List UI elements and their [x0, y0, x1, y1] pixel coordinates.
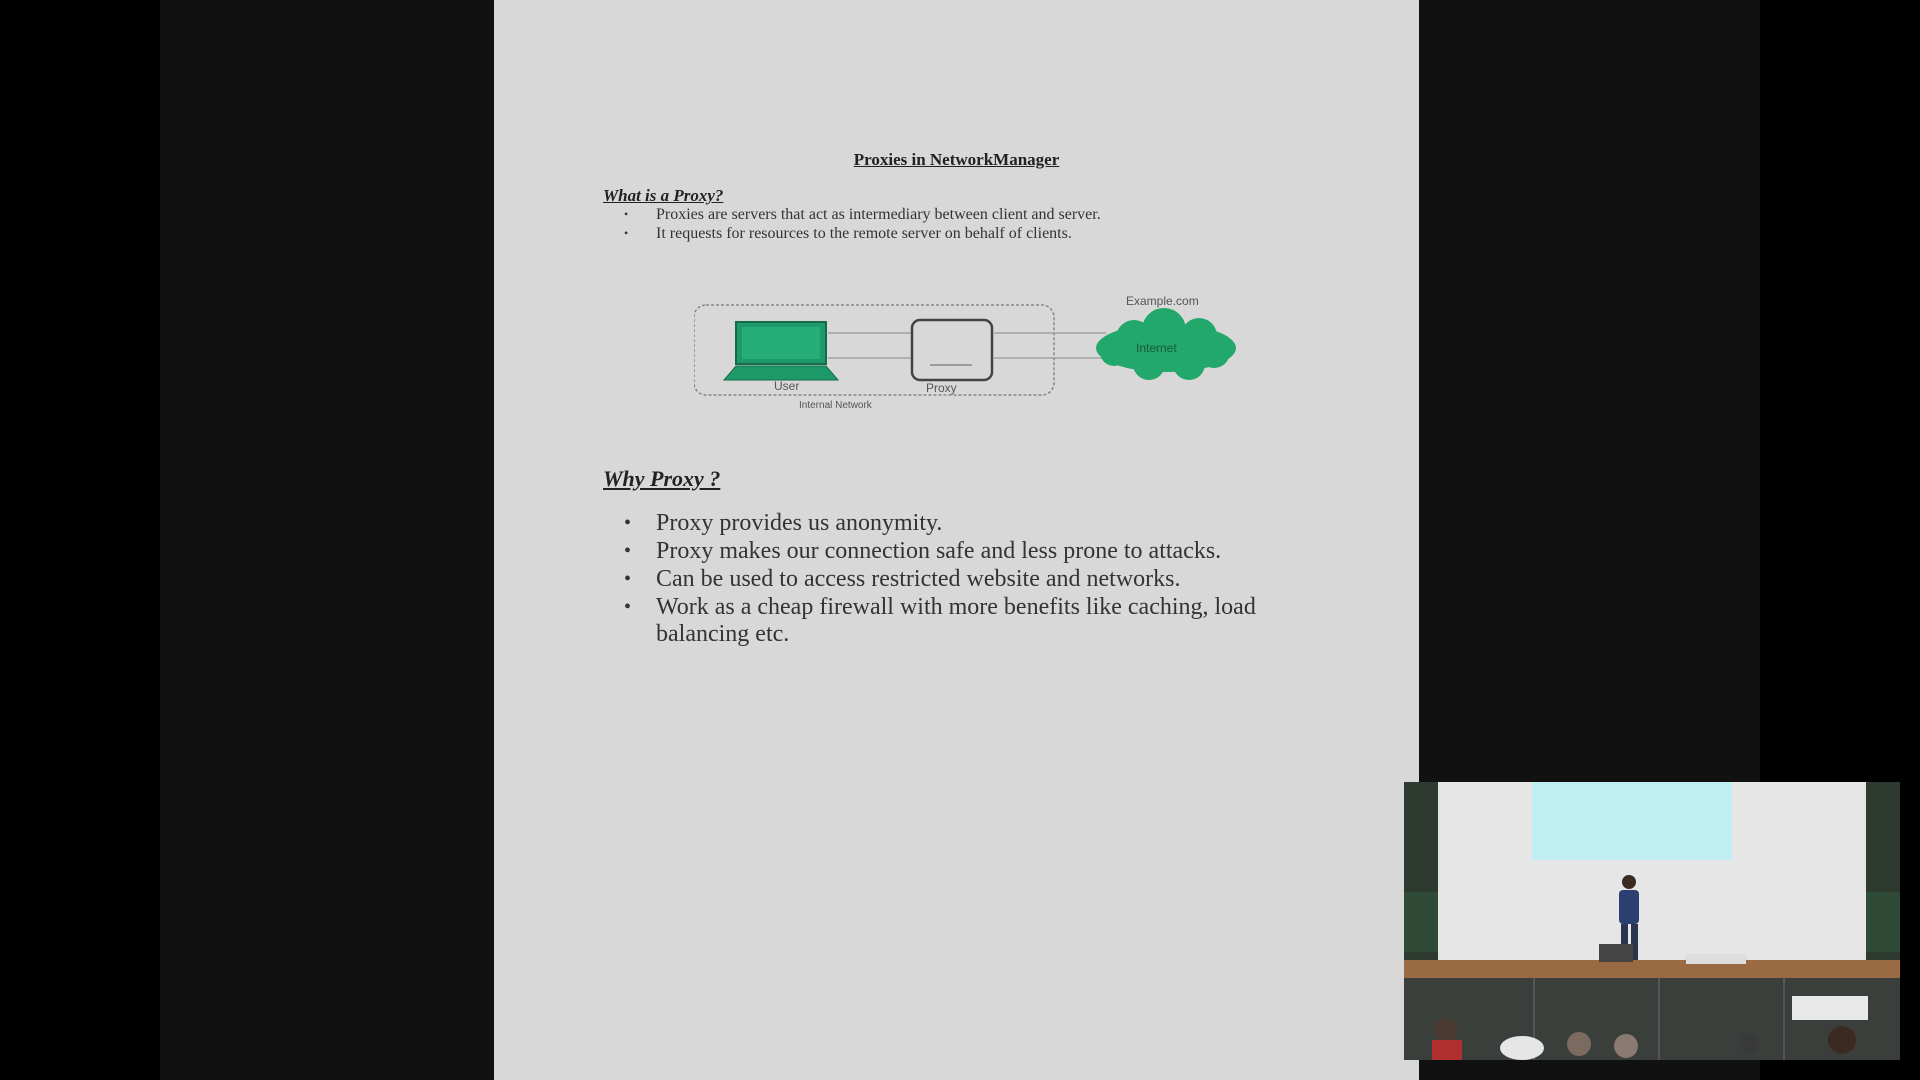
proxy-label: Proxy [926, 381, 957, 395]
lecture-hall-image [1404, 782, 1900, 1060]
slide-title: Proxies in NetworkManager [853, 150, 1060, 169]
speaker-camera-feed [1404, 782, 1900, 1060]
list-item: • It requests for resources to the remote server on behalf of clients. [624, 225, 1072, 242]
proxy-box [912, 320, 992, 380]
benefits-list [624, 510, 1324, 649]
list-item: • Can be used to access restricted website and networks. [624, 566, 1181, 592]
section-heading-why: Why Proxy ? [603, 466, 721, 491]
bullet-icon: • [624, 207, 629, 221]
list-item: • Proxy provides us anonymity. [624, 510, 943, 536]
network-label: Internal Network [799, 400, 872, 411]
bullet-icon: • [624, 226, 629, 240]
proxy-diagram [694, 290, 1254, 420]
bullet-icon: • [624, 568, 632, 590]
list-item: • Proxies are servers that act as intermediary between client and server. [624, 206, 1101, 223]
laptop-icon [724, 322, 838, 380]
definition-list [624, 205, 1101, 243]
cloud-label: Internet [1136, 341, 1177, 355]
bullet-icon: • [624, 540, 632, 562]
list-item: • Work as a cheap firewall with more benefits like caching, load balancing etc. [624, 594, 1256, 647]
bullet-icon: • [624, 596, 632, 618]
bullet-icon: • [624, 512, 632, 534]
user-label: User [774, 379, 800, 393]
site-label: Example.com [1126, 294, 1199, 308]
list-item: • Proxy makes our connection safe and less prone to attacks. [624, 538, 1222, 564]
slide-page [494, 0, 1419, 1080]
section-heading-what: What is a Proxy? [603, 186, 724, 205]
